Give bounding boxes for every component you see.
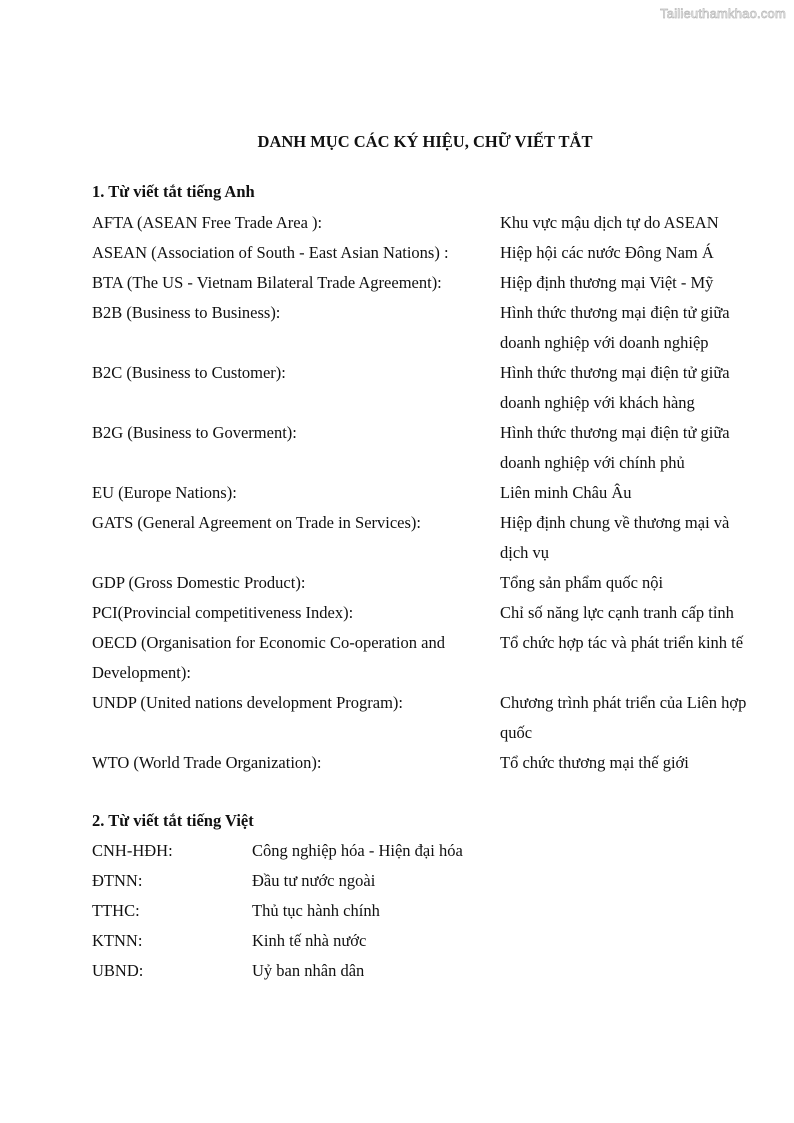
list-item [92, 836, 692, 866]
list-item [92, 866, 692, 896]
abbreviation-term: ĐTNN: [92, 871, 143, 890]
abbreviation-meaning: Hình thức thương mại điện tử giữa doanh nghiệp với khách hàng [500, 363, 730, 412]
abbreviation-meaning: Hiệp định chung về thương mại và dịch vụ [500, 513, 730, 562]
abbreviation-term: TTHC: [92, 901, 140, 920]
abbreviation-term: EU (Europe Nations): [92, 483, 237, 502]
abbreviation-meaning: Hiệp định thương mại Việt - Mỹ [500, 273, 714, 292]
abbreviation-meaning: Kinh tế nhà nước [252, 931, 367, 950]
abbreviation-meaning: Chỉ số năng lực cạnh tranh cấp tỉnh [500, 603, 734, 622]
abbreviation-meaning: Đầu tư nước ngoài [252, 871, 376, 890]
list-item [92, 896, 692, 926]
abbreviation-meaning: Tổng sản phẩm quốc nội [500, 573, 664, 592]
english-abbreviation-list [92, 208, 772, 778]
list-item [92, 628, 772, 688]
abbreviation-term: GATS (General Agreement on Trade in Services): [92, 513, 422, 532]
abbreviation-term: KTNN: [92, 931, 143, 950]
list-item [92, 238, 772, 268]
list-item [92, 956, 692, 986]
abbreviation-meaning: Hình thức thương mại điện tử giữa doanh nghiệp với doanh nghiệp [500, 303, 730, 352]
abbreviation-term: PCI(Provincial competitiveness Index): [92, 603, 354, 622]
abbreviation-term: CNH-HĐH: [92, 841, 173, 860]
list-item [92, 568, 772, 598]
english-section-heading: 1. Từ viết tắt tiếng Anh [92, 182, 255, 201]
list-item [92, 418, 772, 478]
abbreviation-meaning: Tổ chức thương mại thế giới [500, 753, 689, 772]
list-item [92, 748, 772, 778]
abbreviation-meaning: Công nghiệp hóa - Hiện đại hóa [252, 841, 463, 860]
abbreviation-meaning: Khu vực mậu dịch tự do ASEAN [500, 213, 719, 232]
abbreviation-meaning: Uỷ ban nhân dân [252, 961, 365, 980]
abbreviation-term: AFTA (ASEAN Free Trade Area ): [92, 213, 323, 232]
list-item [92, 268, 772, 298]
abbreviation-meaning: Hiệp hội các nước Đông Nam Á [500, 243, 714, 262]
abbreviation-meaning: Tổ chức hợp tác và phát triển kinh tế [500, 633, 744, 652]
vietnamese-section-heading: 2. Từ viết tắt tiếng Việt [92, 811, 254, 830]
abbreviation-term: WTO (World Trade Organization): [92, 753, 322, 772]
abbreviation-meaning: Thủ tục hành chính [252, 901, 380, 920]
list-item [92, 478, 772, 508]
abbreviation-term: BTA (The US - Vietnam Bilateral Trade Agreement): [92, 273, 442, 292]
list-item [92, 208, 772, 238]
abbreviation-term: OECD (Organisation for Economic Co-operation and Development): [92, 633, 445, 682]
abbreviation-meaning: Chương trình phát triển của Liên hợp quốc [500, 693, 747, 742]
abbreviation-term: UNDP (United nations development Program): [92, 693, 404, 712]
page-title: DANH MỤC CÁC KÝ HIỆU, CHỮ VIẾT TẮT [257, 132, 593, 151]
abbreviation-meaning: Liên minh Châu Âu [500, 483, 632, 502]
list-item [92, 358, 772, 418]
list-item [92, 688, 772, 748]
abbreviation-term: B2B (Business to Business): [92, 303, 281, 322]
list-item [92, 926, 692, 956]
abbreviation-term: B2C (Business to Customer): [92, 363, 286, 382]
abbreviation-term: GDP (Gross Domestic Product): [92, 573, 306, 592]
watermark: Tailieuthamkhao.com [660, 6, 786, 21]
abbreviation-meaning: Hình thức thương mại điện tử giữa doanh nghiệp với chính phủ [500, 423, 730, 472]
vietnamese-abbreviation-list [92, 836, 692, 986]
abbreviation-term: B2G (Business to Goverment): [92, 423, 297, 442]
list-item [92, 598, 772, 628]
list-item [92, 298, 772, 358]
list-item [92, 508, 772, 568]
abbreviation-term: UBND: [92, 961, 144, 980]
abbreviation-term: ASEAN (Association of South - East Asian Nations) : [92, 243, 449, 262]
